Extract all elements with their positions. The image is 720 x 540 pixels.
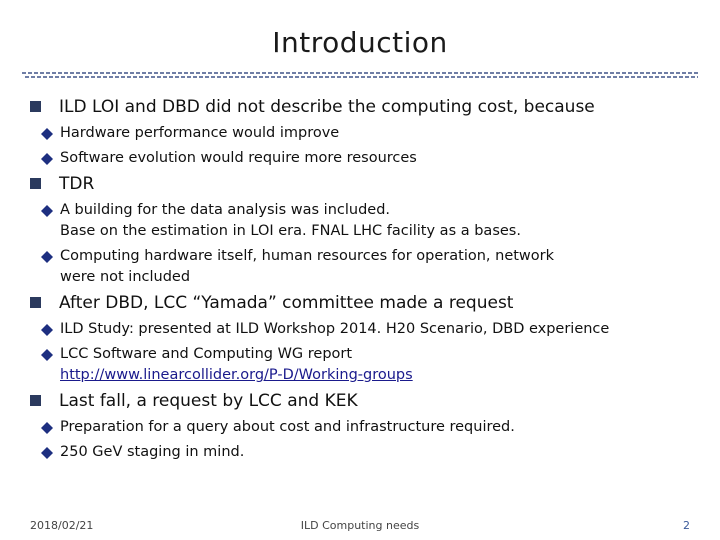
sub-bullet-item	[30, 344, 700, 386]
sub-bullet-text: Preparation for a query about cost and infrastructure required.	[60, 419, 515, 435]
diamond-bullet-icon	[40, 446, 54, 460]
sub-bullet-text-continued: Base on the estimation in LOI era. FNAL LHC facility as a bases.	[60, 223, 521, 239]
working-groups-link[interactable]: http://www.linearcollider.org/P-D/Working-groups	[60, 367, 413, 383]
square-bullet-icon	[30, 101, 41, 112]
bullet-item	[30, 173, 700, 195]
sub-bullet-text: A building for the data analysis was included.	[60, 202, 391, 218]
sub-bullet-text: Computing hardware itself, human resources for operation, network	[60, 248, 555, 264]
sub-bullet-text: Hardware performance would improve	[60, 125, 340, 141]
diamond-bullet-icon	[40, 421, 54, 435]
sub-bullet-list	[30, 417, 700, 463]
sub-bullet-item	[30, 246, 700, 288]
bullet-text: After DBD, LCC “Yamada” committee made a request	[59, 293, 514, 313]
bullet-text: Last fall, a request by LCC and KEK	[59, 391, 358, 411]
bullet-text: ILD LOI and DBD did not describe the computing cost, because	[59, 97, 595, 117]
bullet-list	[30, 96, 700, 467]
square-bullet-icon	[30, 178, 41, 189]
footer-title: ILD Computing needs	[300, 519, 420, 532]
diamond-bullet-icon	[40, 250, 54, 264]
diamond-bullet-icon	[40, 152, 54, 166]
diamond-bullet-icon	[40, 348, 54, 362]
sub-bullet-list	[30, 123, 700, 169]
sub-bullet-list	[30, 200, 700, 288]
diamond-bullet-icon	[40, 323, 54, 337]
slide-title: Introduction	[272, 26, 448, 59]
sub-bullet-text: 250 GeV staging in mind.	[60, 444, 245, 460]
sub-bullet-text: ILD Study: presented at ILD Workshop 2014. H20 Scenario, DBD experience	[60, 321, 610, 337]
sub-bullet-item	[30, 442, 700, 463]
footer-date: 2018/02/21	[30, 519, 94, 532]
sub-bullet-item	[30, 123, 700, 144]
sub-bullet-text: LCC Software and Computing WG report	[60, 346, 353, 362]
title-divider	[22, 72, 698, 78]
square-bullet-icon	[30, 395, 41, 406]
square-bullet-icon	[30, 297, 41, 308]
sub-bullet-item	[30, 200, 700, 242]
sub-bullet-item	[30, 148, 700, 169]
sub-bullet-text-continued: were not included	[60, 269, 191, 285]
bullet-text: TDR	[59, 174, 95, 194]
page-number: 2	[683, 519, 690, 532]
diamond-bullet-icon	[40, 204, 54, 218]
bullet-item	[30, 96, 700, 118]
diamond-bullet-icon	[40, 127, 54, 141]
sub-bullet-item	[30, 417, 700, 438]
sub-bullet-text: Software evolution would require more resources	[60, 150, 417, 166]
sub-bullet-list	[30, 319, 700, 386]
bullet-item	[30, 390, 700, 412]
bullet-item	[30, 292, 700, 314]
sub-bullet-item	[30, 319, 700, 340]
